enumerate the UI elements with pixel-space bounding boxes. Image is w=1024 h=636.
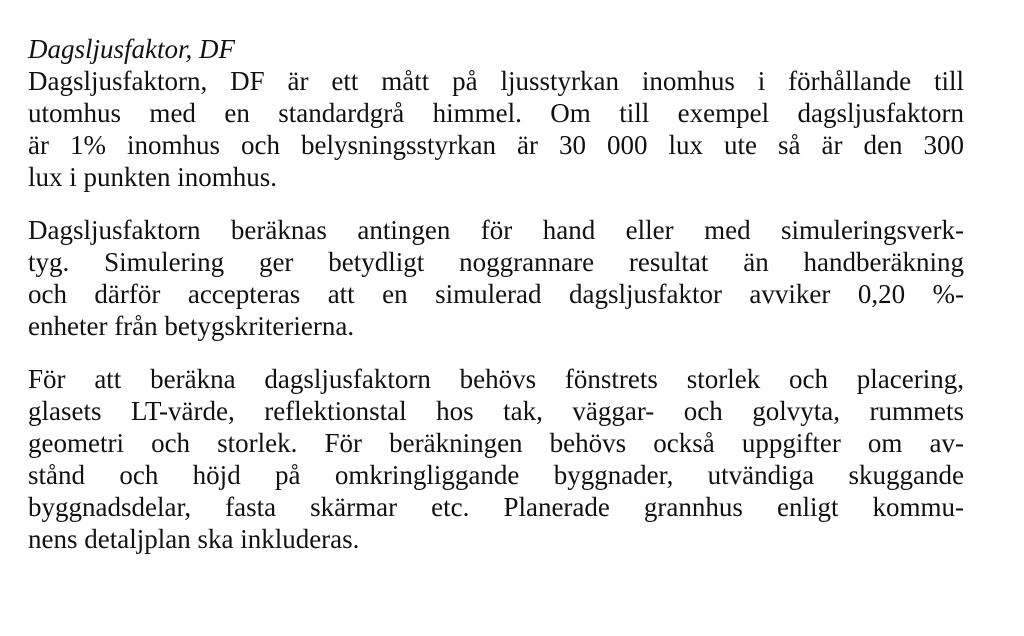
section-heading: Dagsljusfaktor, DF	[28, 34, 236, 64]
paragraph-line: tyg. Simulering ger betydligt noggrannare resultat än handberäkning	[28, 247, 964, 277]
paragraph-line: stånd och höjd på omkringliggande byggnader, utvändiga skuggande	[28, 460, 964, 490]
paragraph-line: glasets LT-värde, reflektionstal hos tak, väggar- och golvyta, rummets	[28, 396, 964, 426]
paragraph-line: Dagsljusfaktorn, DF är ett mått på ljusstyrkan inomhus i förhållande till	[28, 66, 964, 96]
paragraph-spacer	[28, 193, 964, 214]
paragraph-line: enheter från betygskriterierna.	[28, 311, 355, 341]
paragraph-2	[28, 214, 964, 342]
paragraph-line: är 1% inomhus och belysningsstyrkan är 30 000 lux ute så är den 300	[28, 130, 964, 160]
paragraph-line: byggnadsdelar, fasta skärmar etc. Planerade grannhus enligt kommu-	[28, 492, 964, 522]
paragraph-line: utomhus med en standardgrå himmel. Om till exempel dagsljusfaktorn	[28, 98, 964, 128]
paragraph-line: För att beräkna dagsljusfaktorn behövs fönstrets storlek och placering,	[28, 364, 964, 394]
paragraph-1	[28, 65, 964, 193]
paragraph-line: och därför accepteras att en simulerad dagsljusfaktor avviker 0,20 %-	[28, 279, 964, 309]
paragraph-line: nens detaljplan ska inkluderas.	[28, 524, 360, 554]
paragraph-line: geometri och storlek. För beräkningen behövs också uppgifter om av-	[28, 428, 964, 458]
paragraph-line: lux i punkten inomhus.	[28, 162, 277, 192]
paragraph-3	[28, 363, 964, 555]
paragraph-line: Dagsljusfaktorn beräknas antingen för hand eller med simuleringsverk-	[28, 215, 964, 245]
paragraph-spacer	[28, 342, 964, 363]
